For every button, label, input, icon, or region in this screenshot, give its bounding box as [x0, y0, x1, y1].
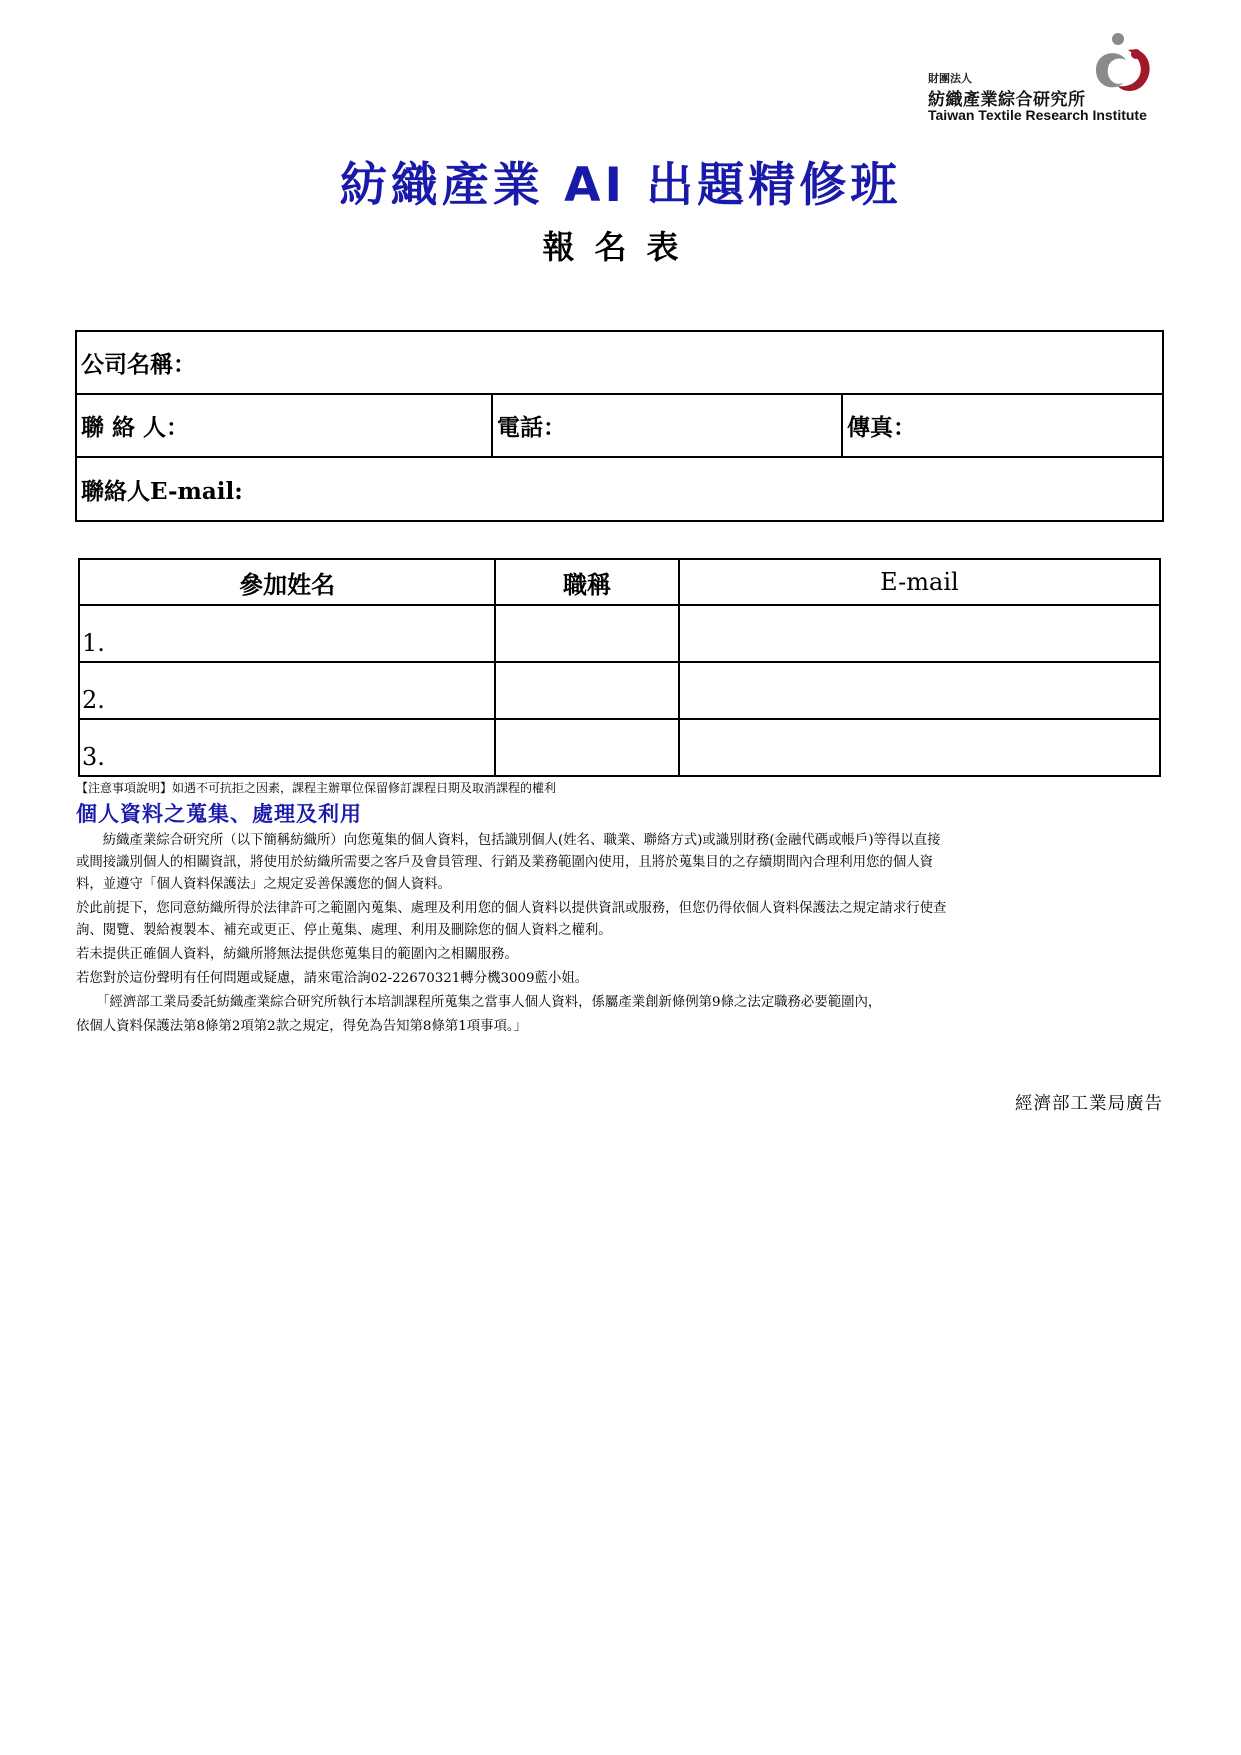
company-row [77, 332, 1162, 395]
page-title: 紡織產業 AI 出題精修班 [339, 158, 902, 213]
company-name-field[interactable] [77, 332, 1162, 393]
notice-text: 【注意事項說明】如遇不可抗拒之因素，課程主辦單位保留修訂課程日期及取消課程的權利 [76, 781, 557, 795]
privacy-line: 紡織產業綜合研究所（以下簡稱紡織所）向您蒐集的個人資料，包括識別個人(姓名、職業、聯絡方式)或識別財務(金融代碼或帳戶)等得以直接 [76, 833, 941, 848]
page-subtitle: 報名表 [542, 228, 699, 266]
contact-email-label: 聯絡人E-mail: [81, 477, 243, 505]
participant-name-cell[interactable]: 1. [79, 605, 495, 662]
header-email: E-mail [679, 559, 1160, 605]
participant-name-cell[interactable]: 3. [79, 719, 495, 776]
header-participant-name: 參加姓名 [79, 559, 495, 605]
header-job-title: 職稱 [495, 559, 679, 605]
privacy-line: 依個人資料保護法第8條第2項第2款之規定，得免為告知第8條第1項事項。」 [76, 1019, 528, 1034]
privacy-section-title: 個人資料之蒐集、處理及利用 [76, 801, 362, 826]
participant-title-cell[interactable] [495, 662, 679, 719]
phone-label: 電話： [497, 414, 566, 441]
org-name-en: Taiwan Textile Research Institute [928, 107, 1147, 123]
privacy-line: 於此前提下，您同意紡織所得於法律許可之範圍內蒐集、處理及利用您的個人資料以提供資訊或服務，但您仍得依個人資料保護法之規定請求行使查 [76, 901, 947, 916]
privacy-line: 詢、閱覽、製給複製本、補充或更正、停止蒐集、處理、利用及刪除您的個人資料之權利。 [76, 923, 612, 938]
contact-person-field[interactable] [77, 395, 491, 456]
contact-person-label: 聯 絡 人： [81, 414, 190, 441]
company-name-label: 公司名稱： [81, 351, 196, 378]
fax-field[interactable] [841, 395, 1162, 456]
participant-email-cell[interactable] [679, 605, 1160, 662]
privacy-line: 料，並遵守「個人資料保護法」之規定妥善保護您的個人資料。 [76, 877, 451, 892]
org-prefix: 財團法人 [928, 72, 972, 85]
contact-row [77, 395, 1162, 458]
org-name-cn: 紡織產業綜合研究所 [928, 90, 1086, 110]
table-row [79, 662, 1160, 719]
company-info-form [75, 330, 1164, 522]
footer-sponsor-text: 經濟部工業局廣告 [1015, 1094, 1163, 1114]
table-header-row [79, 559, 1160, 605]
table-row [79, 605, 1160, 662]
phone-field[interactable] [491, 395, 841, 456]
privacy-line: 若您對於這份聲明有任何問題或疑慮，請來電洽詢02-22670321轉分機3009藍小姐。 [76, 971, 589, 986]
participants-table [78, 558, 1161, 777]
table-row [79, 719, 1160, 776]
ttri-logo-mark-icon [1088, 30, 1158, 100]
privacy-line: 「經濟部工業局委託紡織產業綜合研究所執行本培訓課程所蒐集之當事人個人資料，係屬產業創新條例第9條之法定職務必要範圍內， [76, 995, 882, 1010]
contact-email-field[interactable] [77, 458, 1162, 520]
participant-name-cell[interactable]: 2. [79, 662, 495, 719]
participant-email-cell[interactable] [679, 719, 1160, 776]
privacy-line: 若未提供正確個人資料，紡織所將無法提供您蒐集目的範圍內之相關服務。 [76, 947, 518, 962]
fax-label: 傳真： [847, 414, 916, 441]
participant-email-cell[interactable] [679, 662, 1160, 719]
participant-title-cell[interactable] [495, 605, 679, 662]
participant-title-cell[interactable] [495, 719, 679, 776]
email-row [77, 458, 1162, 520]
ttri-logo [928, 30, 1156, 125]
privacy-line: 或間接識別個人的相關資訊，將使用於紡織所需要之客戶及會員管理、行銷及業務範圍內使用，且將於蒐集目的之存續期間內合理利用您的個人資 [76, 855, 933, 870]
